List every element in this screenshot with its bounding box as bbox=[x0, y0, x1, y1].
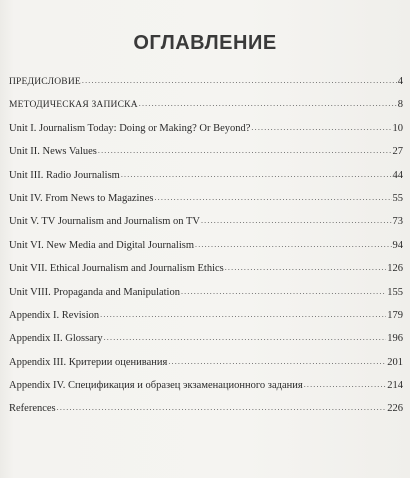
toc-entry[interactable] bbox=[9, 146, 403, 169]
toc-entry-page-number: 214 bbox=[387, 380, 403, 392]
dot-leader bbox=[100, 309, 386, 321]
toc-entry-label: Appendix III. Критерии оценивания bbox=[9, 356, 168, 368]
dot-leader bbox=[121, 169, 392, 181]
dot-leader bbox=[225, 262, 387, 274]
toc-entry-label: Appendix IV. Спецификация и образец экзаменационного задания bbox=[9, 380, 303, 392]
dot-leader bbox=[251, 122, 391, 134]
toc-entry-label: Unit I. Journalism Today: Doing or Making? Or Beyond? bbox=[9, 122, 251, 134]
dot-leader bbox=[98, 145, 392, 157]
toc-entry-label: Unit VII. Ethical Journalism and Journalism Ethics bbox=[9, 263, 224, 275]
toc-entry-label: References bbox=[9, 403, 56, 415]
toc-entry-label: Appendix I. Revision bbox=[9, 309, 100, 321]
toc-entry[interactable] bbox=[9, 357, 403, 380]
toc-entry[interactable] bbox=[9, 123, 403, 146]
toc-entry[interactable] bbox=[9, 380, 403, 403]
toc-entry-label: МЕТОДИЧЕСКАЯ ЗАПИСКА bbox=[9, 100, 138, 111]
toc-entry[interactable] bbox=[9, 99, 403, 122]
dot-leader bbox=[139, 98, 397, 110]
toc-entry-label: ПРЕДИСЛОВИЕ bbox=[9, 77, 81, 87]
toc-entry[interactable] bbox=[9, 170, 403, 193]
toc-entry[interactable] bbox=[9, 76, 403, 99]
toc-entry-page-number: 10 bbox=[392, 122, 403, 134]
toc-entry-label: Unit VIII. Propaganda and Manipulation bbox=[9, 286, 180, 298]
toc-entry-page-number: 226 bbox=[387, 403, 403, 415]
toc-entry-page-number: 201 bbox=[387, 356, 403, 368]
toc-entry-label: Unit II. News Values bbox=[9, 146, 97, 158]
dot-leader bbox=[304, 379, 387, 391]
toc-entry[interactable] bbox=[9, 287, 403, 310]
dot-leader bbox=[195, 239, 392, 251]
dot-leader bbox=[57, 402, 387, 414]
table-of-contents bbox=[9, 76, 403, 427]
toc-entry-label: Unit III. Radio Journalism bbox=[9, 169, 120, 181]
toc-entry[interactable] bbox=[9, 403, 403, 426]
toc-entry[interactable] bbox=[9, 240, 403, 263]
dot-leader bbox=[201, 215, 392, 227]
toc-entry[interactable] bbox=[9, 193, 403, 216]
toc-entry-page-number: 8 bbox=[397, 99, 403, 111]
toc-entry-page-number: 126 bbox=[387, 263, 403, 275]
dot-leader bbox=[154, 192, 391, 204]
toc-entry-page-number: 4 bbox=[397, 76, 403, 87]
toc-entry-page-number: 55 bbox=[392, 192, 403, 204]
dot-leader bbox=[82, 75, 397, 87]
dot-leader bbox=[181, 286, 386, 298]
toc-entry-page-number: 179 bbox=[387, 309, 403, 321]
toc-entry[interactable] bbox=[9, 263, 403, 286]
toc-entry-label: Unit IV. From News to Magazines bbox=[9, 192, 154, 204]
toc-entry-page-number: 73 bbox=[392, 216, 403, 228]
toc-entry-page-number: 155 bbox=[387, 286, 403, 298]
toc-entry-label: Unit V. TV Journalism and Journalism on TV bbox=[9, 216, 200, 228]
toc-entry[interactable] bbox=[9, 333, 403, 356]
toc-entry-label: Appendix II. Glossary bbox=[9, 333, 103, 345]
page-title: ОГЛАВЛЕНИЕ bbox=[133, 32, 277, 54]
toc-entry-page-number: 27 bbox=[392, 146, 403, 158]
dot-leader bbox=[168, 356, 386, 368]
toc-entry[interactable] bbox=[9, 310, 403, 333]
toc-entry-page-number: 44 bbox=[392, 169, 403, 181]
toc-entry-label: Unit VI. New Media and Digital Journalism bbox=[9, 239, 194, 251]
toc-entry[interactable] bbox=[9, 216, 403, 239]
toc-entry-page-number: 94 bbox=[392, 239, 403, 251]
dot-leader bbox=[104, 332, 387, 344]
toc-entry-page-number: 196 bbox=[387, 333, 403, 345]
